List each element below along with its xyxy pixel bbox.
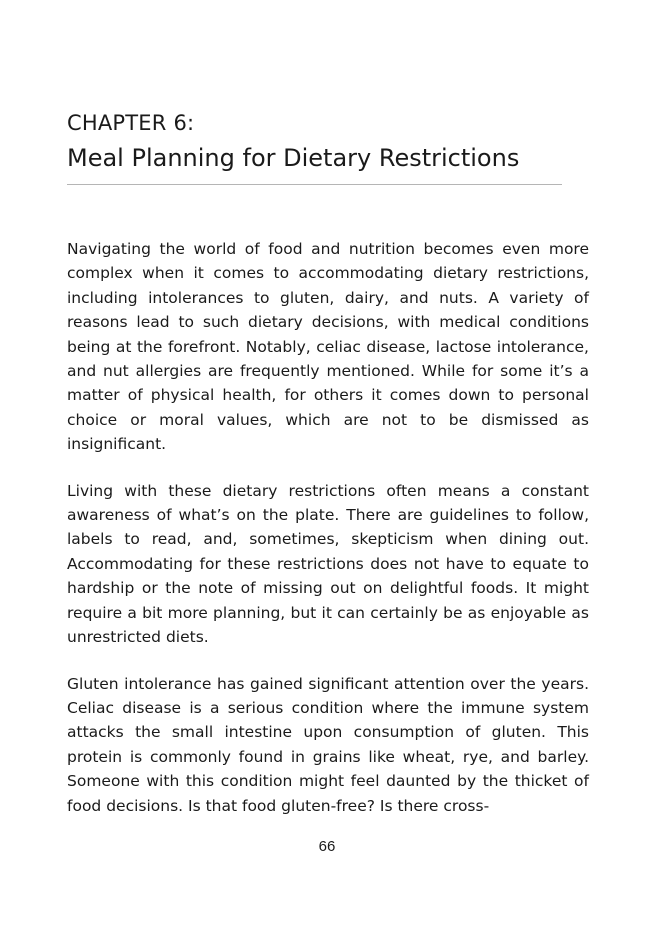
chapter-label: CHAPTER 6: bbox=[67, 111, 195, 135]
body-text bbox=[67, 237, 589, 840]
page-number: 66 bbox=[318, 838, 336, 855]
title-divider bbox=[67, 184, 562, 185]
chapter-title: Meal Planning for Dietary Restrictions bbox=[67, 144, 520, 172]
paragraph-living-with-restrictions: Living with these dietary restrictions often means a constant awareness of what’s on the plate. There are guidelines to follow, labels to read, and, sometimes, skepticism when dining out. Accommodating for these restrictions does not have to equate to hardship or the note of missing out on delightful foods. It might require a bit more planning, but it can certainly be as enjoyable as unrestricted diets. bbox=[67, 481, 589, 647]
paragraph-intro: Navigating the world of food and nutrition becomes even more complex when it comes to accommodating dietary restrictions, including intolerances to gluten, dairy, and nuts. A variety of reasons lead to such dietary decisions, with medical conditions being at the forefront. Notably, celiac disease, lactose intolerance, and nut allergies are frequently mentioned. While for some it’s a matter of physical health, for others it comes down to personal choice or moral values, which are not to be dismissed as insignificant. bbox=[67, 240, 589, 454]
paragraph-gluten-intolerance: Gluten intolerance has gained significant attention over the years. Celiac disease is a serious condition where the immune system attacks the small intestine upon consumption of gluten. This protein is commonly found in grains like wheat, rye, and barley. Someone with this condition might feel daunted by the thicket of food decisions. Is that food gluten-free? Is there cross- bbox=[67, 674, 589, 815]
